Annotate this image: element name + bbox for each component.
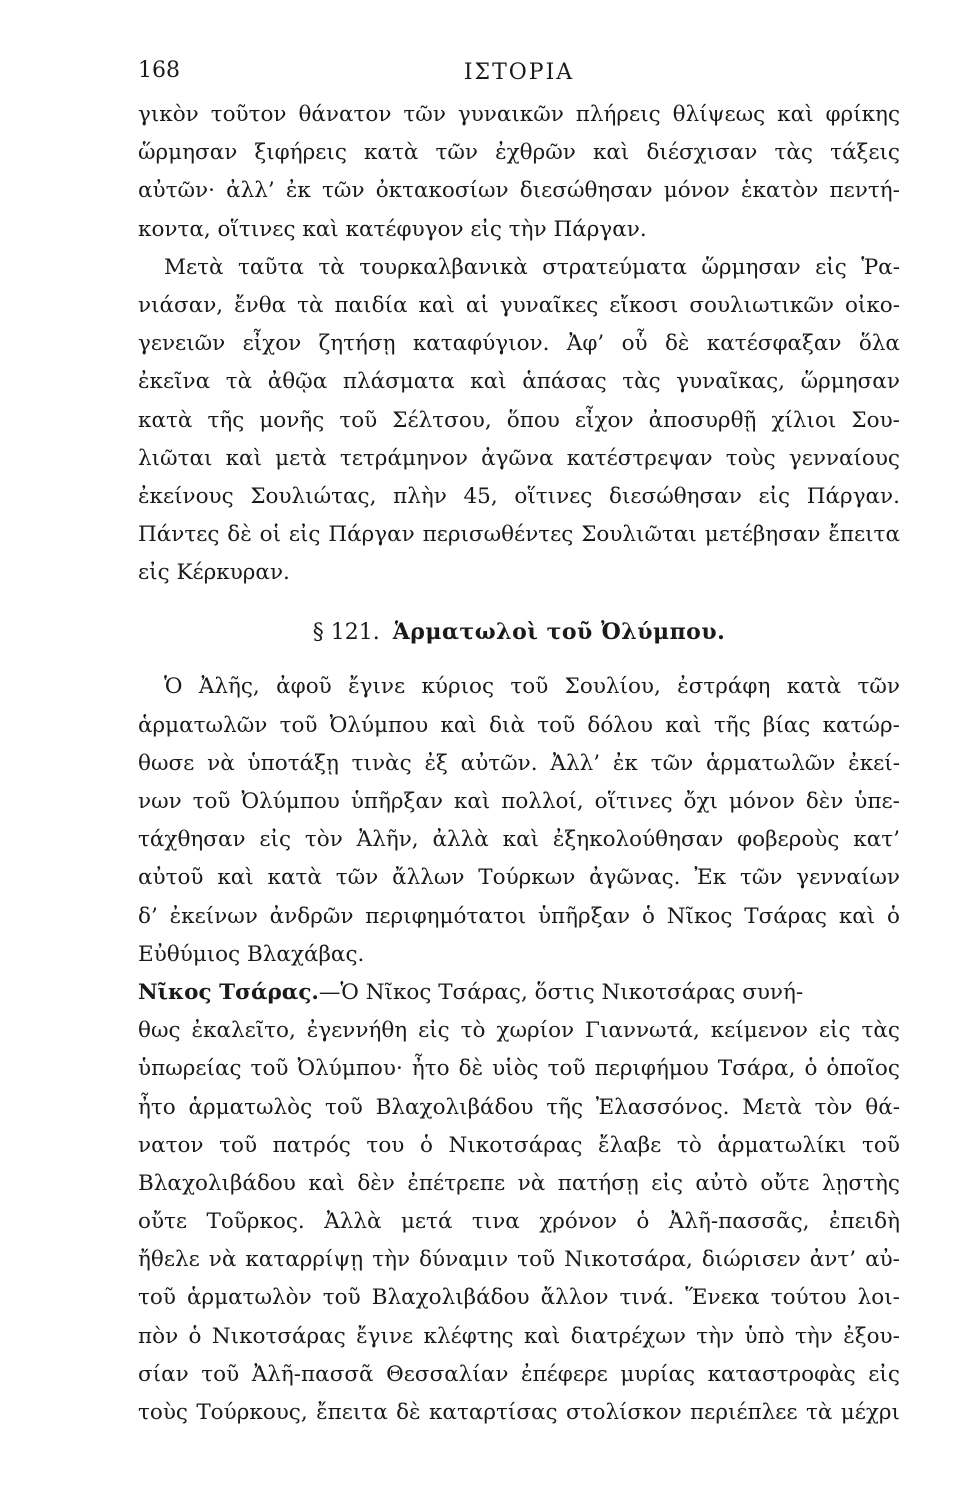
book-page <box>138 52 900 1432</box>
paragraph-1 <box>138 96 900 249</box>
text-line: ὑπωρείας τοῦ Ὀλύμπου· ἦτο δὲ υἱὸς τοῦ περιφήμου Τσάρα, ὁ ὁποῖος <box>138 1056 900 1082</box>
text-line: τοὺς Τούρκους, ἔπειτα δὲ καταρτίσας στολίσκον περιέπλεε τὰ μέχρι <box>138 1400 900 1425</box>
text-line: νων τοῦ Ὀλύμπου ὑπῆρξαν καὶ πολλοί, οἵτινες ὄχι μόνον δὲν ὑπε- <box>138 789 900 814</box>
text-line: σίαν τοῦ Ἀλῆ-πασσᾶ Θεσσαλίαν ἐπέφερε μυρίας καταστροφὰς εἰς <box>138 1361 900 1387</box>
page-number: 168 <box>138 58 180 83</box>
running-head <box>138 52 900 96</box>
text-line: αὐτῶν· ἀλλ’ ἐκ τῶν ὀκτακοσίων διεσώθησαν μόνον ἑκατὸν πεντή- <box>138 178 900 204</box>
text-line: ἁρματωλῶν τοῦ Ὀλύμπου καὶ διὰ τοῦ δόλου καὶ τῆς βίας κατώρ- <box>138 712 900 738</box>
text-line: νατον τοῦ πατρός του ὁ Νικοτσάρας ἔλαβε τὸ ἁρματωλίκι τοῦ <box>138 1132 900 1158</box>
text-line: αὐτοῦ καὶ κατὰ τῶν ἄλλων Τούρκων ἀγῶνας. Ἐκ τῶν γενναίων <box>138 865 900 891</box>
section-number: § 121. <box>312 620 380 646</box>
paragraph-4-body <box>138 1012 900 1432</box>
text-line: τοῦ ἁρματωλὸν τοῦ Βλαχολιβάδου ἄλλον τινά. Ἕνεκα τούτου λοι- <box>138 1285 900 1311</box>
text-line: Εὐθύμιος Βλαχάβας. <box>138 941 365 967</box>
paragraph-4-first-line-rest: —Ὁ Νῖκος Τσάρας, ὅστις Νικοτσάρας συνή- <box>318 979 804 1005</box>
paragraph-4-lead: Νῖκος Τσάρας. <box>138 979 319 1005</box>
paragraph-4 <box>138 974 900 1432</box>
section-title: Ἁρματωλοὶ τοῦ Ὀλύμπου. <box>392 619 726 646</box>
text-line: ἤθελε νὰ καταρρίψῃ τὴν δύναμιν τοῦ Νικοτσάρα, διώρισεν ἀντ’ αὐ- <box>138 1247 900 1273</box>
text-line: κατὰ τῆς μονῆς τοῦ Σέλτσου, ὅπου εἶχον ἀποσυρθῇ χίλιοι Σου- <box>138 407 900 433</box>
text-line: οὔτε Τοῦρκος. Ἀλλὰ μετά τινα χρόνον ὁ Ἀλῆ-πασσᾶς, ἐπειδὴ <box>138 1209 900 1235</box>
text-line: πὸν ὁ Νικοτσάρας ἔγινε κλέφτης καὶ διατρέχων τὴν ὑπὸ τὴν ἐξου- <box>138 1323 900 1349</box>
text-line: Μετὰ ταῦτα τὰ τουρκαλβανικὰ στρατεύματα ὥρμησαν εἰς Ῥα- <box>164 254 900 280</box>
paragraph-4-first-line <box>138 974 900 1012</box>
text-line: τάχθησαν εἰς τὸν Ἀλῆν, ἀλλὰ καὶ ἐξηκολούθησαν φοβεροὺς κατ’ <box>138 827 900 853</box>
text-line: γενειῶν εἶχον ζητήσῃ καταφύγιον. Ἀφ’ οὗ δὲ κατέσφαξαν ὅλα <box>138 331 900 357</box>
text-line: Ὁ Ἀλῆς, ἀφοῦ ἔγινε κύριος τοῦ Σουλίου, ἐστράφη κατὰ τῶν <box>164 674 900 700</box>
text-line: ἦτο ἁρματωλὸς τοῦ Βλαχολιβάδου τῆς Ἐλασσόνος. Μετὰ τὸν θά- <box>138 1094 900 1120</box>
text-line: ὥρμησαν ξιφήρεις κατὰ τῶν ἐχθρῶν καὶ διέσχισαν τὰς τάξεις <box>138 140 900 166</box>
text-line: δ’ ἐκείνων ἀνδρῶν περιφημότατοι ὑπῆρξαν ὁ Νῖκος Τσάρας καὶ ὁ <box>138 903 900 929</box>
text-line: κοντα, οἵτινες καὶ κατέφυγον εἰς τὴν Πάργαν. <box>138 216 647 242</box>
text-line: νιάσαν, ἔνθα τὰ παιδία καὶ αἱ γυναῖκες εἴκοσι σουλιωτικῶν οἰκο- <box>138 292 900 318</box>
running-title: ΙΣΤΟΡΙΑ <box>463 60 575 85</box>
paragraph-3 <box>138 668 900 974</box>
text-line: γικὸν τοῦτον θάνατον τῶν γυναικῶν πλήρεις θλίψεως καὶ φρίκης <box>138 102 900 127</box>
text-line: λιῶται καὶ μετὰ τετράμηνον ἀγῶνα κατέστρεψαν τοὺς γενναίους <box>138 445 900 471</box>
text-line: εἰς Κέρκυραν. <box>138 560 290 586</box>
text-line: θως ἐκαλεῖτο, ἐγεννήθη εἰς τὸ χωρίον Γιαννωτά, κείμενον εἰς τὰς <box>138 1018 900 1044</box>
section-heading <box>138 608 900 668</box>
text-line: ἐκεῖνα τὰ ἀθῷα πλάσματα καὶ ἁπάσας τὰς γυναῖκας, ὥρμησαν <box>138 369 900 395</box>
text-line: θωσε νὰ ὑποτάξῃ τινὰς ἐξ αὐτῶν. Ἀλλ’ ἐκ τῶν ἁρματωλῶν ἐκεί- <box>138 750 900 776</box>
paragraph-2 <box>138 249 900 593</box>
text-line: ἐκείνους Σουλιώτας, πλὴν 45, οἵτινες διεσώθησαν εἰς Πάργαν. <box>138 483 900 509</box>
text-line: Βλαχολιβάδου καὶ δὲν ἐπέτρεπε νὰ πατήσῃ εἰς αὐτὸ οὔτε λῃστὴς <box>138 1170 900 1196</box>
text-line: Πάντες δὲ οἱ εἰς Πάργαν περισωθέντες Σουλιῶται μετέβησαν ἔπειτα <box>138 522 900 548</box>
